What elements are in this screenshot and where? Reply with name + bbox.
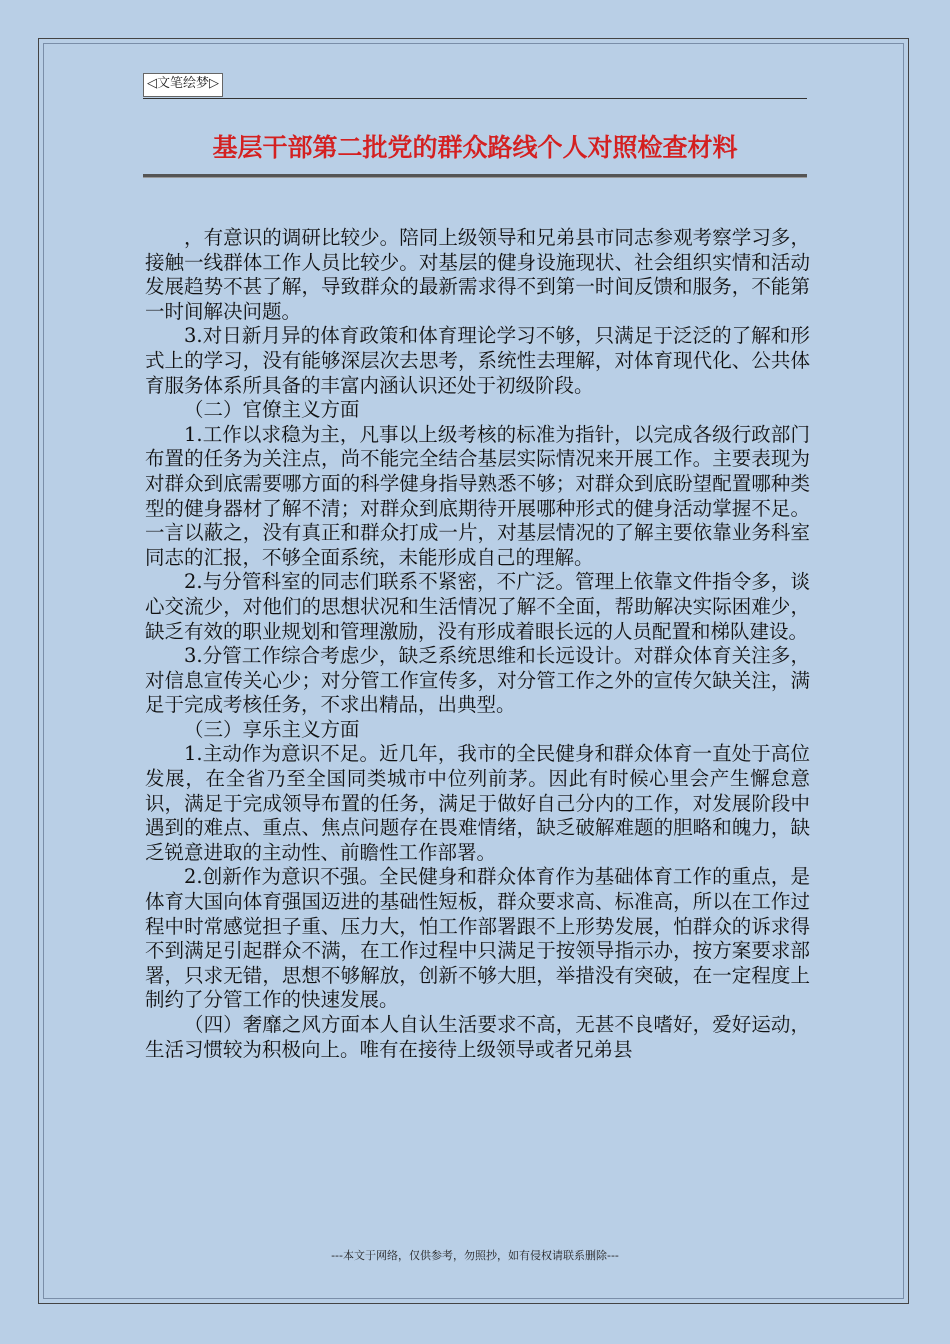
paragraph: （四）奢靡之风方面本人自认生活要求不高，无甚不良嗜好，爱好运动，生活习惯较为积极向上。唯有在接待上级领导或者兄弟县 <box>145 1013 810 1061</box>
section-heading: （三）享乐主义方面 <box>184 717 360 741</box>
paragraph: 2.与分管科室的同志们联系不紧密，不广泛。管理上依靠文件指令多，谈心交流少，对他们的思想状况和生活情况了解不全面，帮助解决实际困难少，缺乏有效的职业规划和管理激励，没有形成着眼长远的人员配置和梯队建设。 <box>145 570 810 643</box>
section-heading: （二）官僚主义方面 <box>184 398 360 422</box>
header-logo: ◁文笔绘梦▷ <box>143 73 223 97</box>
paragraph: 1.主动作为意识不足。近几年，我市的全民健身和群众体育一直处于高位发展，在全省乃至全国同类城市中位列前茅。因此有时候心里会产生懈怠意识，满足于完成领导布置的任务，满足于做好自己分内的工作，对发展阶段中遇到的难点、重点、焦点问题存在畏难情绪，缺乏破解难题的胆略和魄力，缺乏锐意进取的主动性、前瞻性工作部署。 <box>145 742 810 864</box>
header-divider <box>143 98 807 99</box>
paragraph: ，有意识的调研比较少。陪同上级领导和兄弟县市同志参观考察学习多，接触一线群体工作人员比较少。对基层的健身设施现状、社会组织实情和活动发展趋势不甚了解，导致群众的最新需求得不到第一时间反馈和服务，不能第一时间解决问题。 <box>145 226 810 323</box>
paragraph: 1.工作以求稳为主，凡事以上级考核的标准为指针，以完成各级行政部门布置的任务为关注点，尚不能完全结合基层实际情况来开展工作。主要表现为对群众到底需要哪方面的科学健身指导熟悉不够；对群众到底盼望配置哪种类型的健身器材了解不清；对群众到底期待开展哪种形式的健身活动掌握不足。一言以蔽之，没有真正和群众打成一片，对基层情况的了解主要依靠业务科室同志的汇报，不够全面系统，未能形成自己的理解。 <box>145 422 810 569</box>
title-divider <box>143 174 807 177</box>
paragraph: 2.创新作为意识不强。全民健身和群众体育作为基础体育工作的重点，是体育大国向体育强国迈进的基础性短板，群众要求高、标准高，所以在工作过程中时常感觉担子重、压力大，怕工作部署跟不上形势发展，怕群众的诉求得不到满足引起群众不满，在工作过程中只满足于按领导指示办，按方案要求部署，只求无错，思想不够解放，创新不够大胆，举措没有突破，在一定程度上制约了分管工作的快速发展。 <box>145 865 810 1012</box>
paragraph: 3.对日新月异的体育政策和体育理论学习不够，只满足于泛泛的了解和形式上的学习，没有能够深层次去思考，系统性去理解，对体育现代化、公共体育服务体系所具备的丰富内涵认识还处于初级阶段。 <box>145 324 810 397</box>
document-title: 基层干部第二批党的群众路线个人对照检查材料 <box>212 133 738 162</box>
document-body <box>145 226 810 1062</box>
paragraph: 3.分管工作综合考虑少，缺乏系统思维和长远设计。对群众体育关注多，对信息宣传关心少；对分管工作宣传多，对分管工作之外的宣传欠缺关注，满足于完成考核任务，不求出精品，出典型。 <box>145 644 810 717</box>
footer-disclaimer: ---本文于网络，仅供参考，勿照抄，如有侵权请联系删除--- <box>331 1249 619 1262</box>
